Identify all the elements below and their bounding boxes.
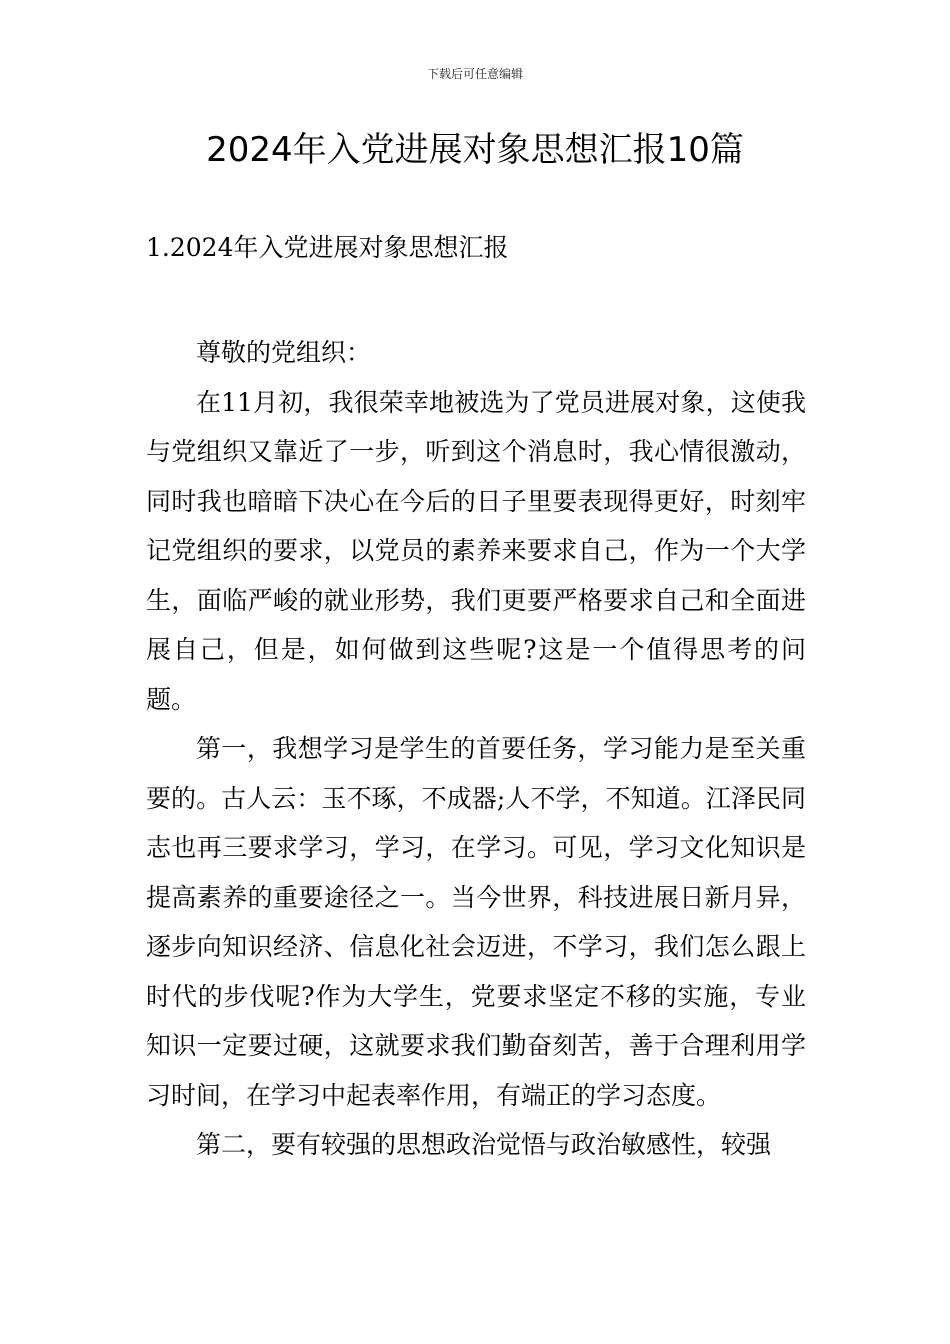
body-paragraph: 第二，要有较强的思想政治觉悟与政治敏感性，较强	[196, 1130, 772, 1159]
body-paragraph: 第一，我想学习是学生的首要任务，学习能力是至关重要的。古人云：玉不琢，不成器;人不学，不知道。江泽民同志也再三要求学习，学习，在学习。可见，学习文化知识是提高素养的重要途径之一。当今世界，科技进展日新月异，逐步向知识经济、信息化社会迈进，不学习，我们怎么跟上时代的步伐呢?作为大学生，党要求坚定不移的实施，专业知识一定要过硬，这就要求我们勤奋刻苦，善于合理利用学习时间，在学习中起表率作用，有端正的学习态度。	[146, 734, 806, 1110]
body-text	[146, 328, 806, 1170]
salutation-paragraph: 尊敬的党组织：	[196, 338, 372, 367]
document-title: 2024年入党进展对象思想汇报10篇	[206, 130, 744, 170]
header-note: 下载后可任意编辑	[426, 67, 523, 81]
body-paragraph: 在11月初，我很荣幸地被选为了党员进展对象，这使我与党组织又靠近了一步，听到这个消息时，我心情很激动，同时我也暗暗下决心在今后的日子里要表现得更好，时刻牢记党组织的要求，以党员的素养来要求自己，作为一个大学生，面临严峻的就业形势，我们更要严格要求自己和全面进展自己，但是，如何做到这些呢?这是一个值得思考的问题。	[146, 387, 806, 714]
section-heading: 1.2024年入党进展对象思想汇报	[146, 233, 509, 262]
